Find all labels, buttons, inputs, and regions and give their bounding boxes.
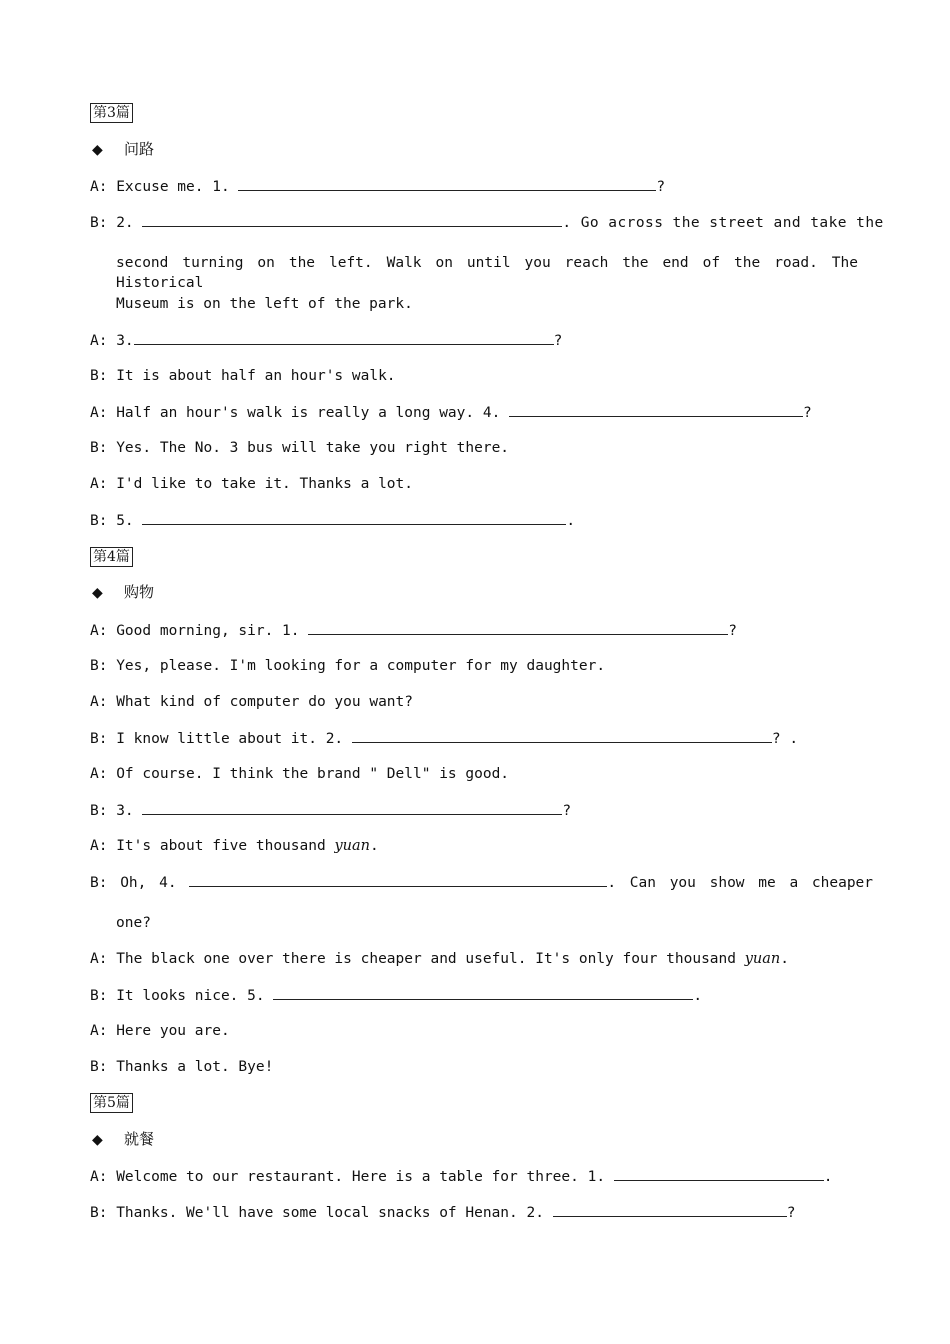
dialogue-line: second turning on the left. Walk on until you reach the end of the road. The Historical [116, 255, 858, 291]
dialogue-line: A: What kind of computer do you want? [90, 694, 414, 710]
answer-blank[interactable] [352, 728, 772, 743]
dialogue-line: B: It looks nice. 5. . [90, 985, 702, 1006]
dialogue-line: B: Oh, 4. . Can you show me a cheaper [90, 872, 873, 893]
answer-blank[interactable] [134, 330, 554, 345]
dialogue-line: B: I know little about it. 2. ? . [90, 728, 798, 749]
dialogue-line: B: Thanks a lot. Bye! [90, 1059, 274, 1075]
dialogue-line: A: The black one over there is cheaper and useful. It's only four thousand yuan. [90, 951, 789, 967]
dialogue-line: A: Here you are. [90, 1023, 230, 1039]
section-tag: 第3篇 [90, 103, 133, 123]
section-topic: ◆ 就餐 [92, 1130, 155, 1148]
answer-blank[interactable] [238, 176, 656, 191]
dialogue-line: Museum is on the left of the park. [116, 296, 413, 312]
answer-blank[interactable] [142, 510, 566, 525]
answer-blank[interactable] [509, 402, 803, 417]
dialogue-line: A: Welcome to our restaurant. Here is a table for three. 1. . [90, 1166, 833, 1187]
dialogue-line: B: 3. ? [90, 800, 571, 821]
dialogue-line: A: 3. ? [90, 330, 562, 351]
dialogue-line: one? [116, 915, 151, 931]
answer-blank[interactable] [189, 872, 607, 887]
section-tag: 第5篇 [90, 1093, 133, 1113]
dialogue-line: A: I'd like to take it. Thanks a lot. [90, 476, 414, 492]
dialogue-line: A: It's about five thousand yuan. [90, 838, 379, 854]
diamond-bullet-icon: ◆ [92, 1132, 103, 1148]
dialogue-line: B: 2. . Go across the street and take the [90, 212, 859, 233]
dialogue-line: B: Yes. The No. 3 bus will take you right there. [90, 440, 510, 456]
diamond-bullet-icon: ◆ [92, 585, 103, 601]
dialogue-line: B: It is about half an hour's walk. [90, 368, 396, 384]
dialogue-line: A: Half an hour's walk is really a long way. 4. ? [90, 402, 812, 423]
section-tag: 第4篇 [90, 547, 133, 567]
answer-blank[interactable] [142, 212, 562, 227]
section-topic: ◆ 问路 [92, 140, 155, 158]
section-topic: ◆ 购物 [92, 583, 155, 601]
dialogue-line: B: Yes, please. I'm looking for a computer for my daughter. [90, 658, 606, 674]
answer-blank[interactable] [614, 1166, 824, 1181]
answer-blank[interactable] [273, 985, 693, 1000]
dialogue-line: B: Thanks. We'll have some local snacks of Henan. 2. ? [90, 1202, 795, 1223]
diamond-bullet-icon: ◆ [92, 142, 103, 158]
answer-blank[interactable] [308, 620, 728, 635]
dialogue-line: A: Good morning, sir. 1. ? [90, 620, 737, 641]
dialogue-line: A: Excuse me. 1. ? [90, 176, 665, 197]
answer-blank[interactable] [142, 800, 562, 815]
dialogue-line: A: Of course. I think the brand " Dell" is good. [90, 766, 510, 782]
dialogue-line: B: 5. . [90, 510, 575, 531]
answer-blank[interactable] [553, 1202, 787, 1217]
